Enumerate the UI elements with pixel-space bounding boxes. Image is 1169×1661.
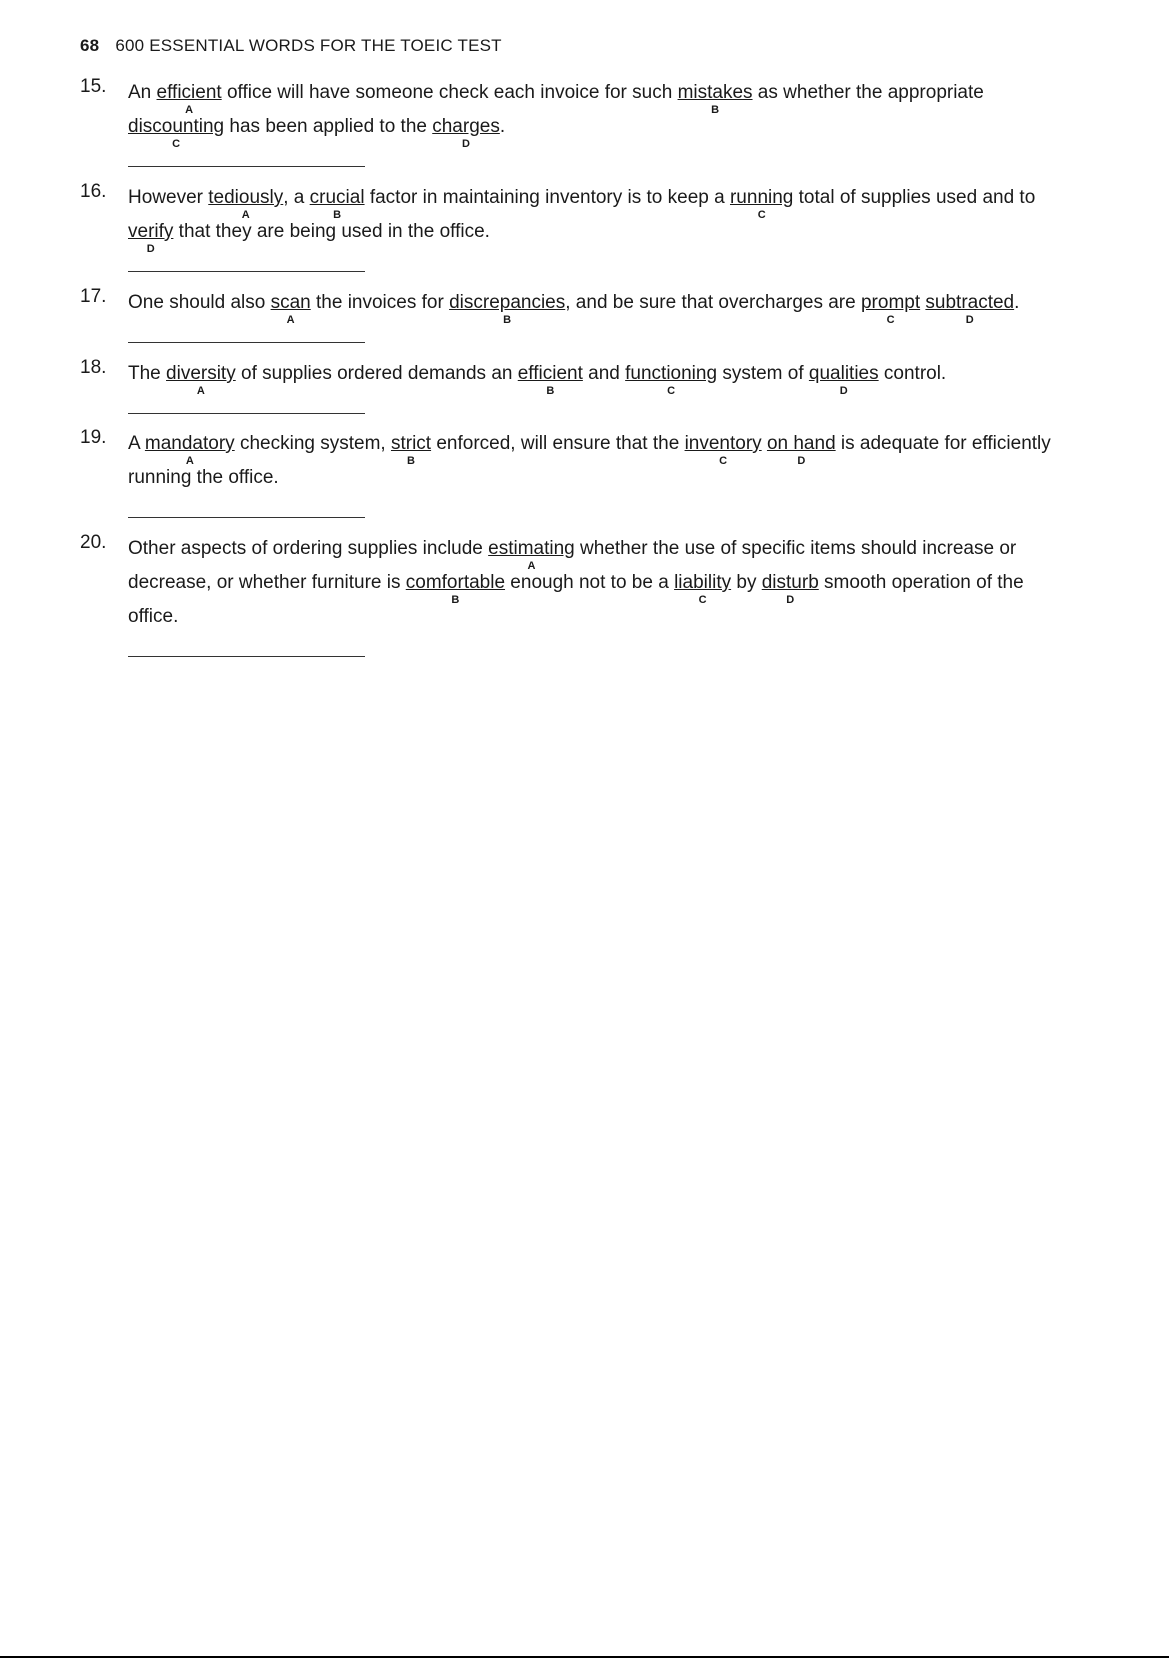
option-letter: D <box>786 594 795 606</box>
option-letter: C <box>757 209 766 221</box>
question-text: system of <box>717 363 809 384</box>
page-bottom-border <box>0 1656 1169 1658</box>
question-text: running the office. <box>128 467 279 488</box>
option-word: strict <box>390 433 432 454</box>
option-a[interactable] <box>166 363 236 397</box>
question-text: the invoices for <box>310 292 450 313</box>
question-text: of supplies ordered demands an <box>235 363 518 384</box>
option-letter: A <box>241 209 250 221</box>
option-a[interactable] <box>208 187 284 221</box>
question-number: 20. <box>80 532 107 553</box>
option-letter: B <box>503 314 512 326</box>
option-letter: D <box>965 314 974 326</box>
option-letter: B <box>546 385 555 397</box>
option-d[interactable] <box>766 433 836 467</box>
option-word: prompt <box>860 292 921 313</box>
option-letter: D <box>462 138 471 150</box>
question-text: decrease, or whether furniture is <box>128 572 406 593</box>
question-line <box>128 427 1078 467</box>
question-text: , and be sure that overcharges are <box>565 292 861 313</box>
option-a[interactable] <box>144 433 235 467</box>
option-word: charges <box>432 116 500 137</box>
question-text: The <box>128 363 167 384</box>
answer-blank[interactable] <box>128 517 365 518</box>
question-line <box>128 532 1078 572</box>
question-text: that they are being used in the office. <box>173 221 490 242</box>
question-text: , a <box>283 187 310 208</box>
option-word: scan <box>270 292 311 313</box>
option-word: discrepancies <box>449 292 566 313</box>
question-line <box>128 600 1078 634</box>
option-d[interactable] <box>128 221 174 255</box>
question-text: is adequate for efficiently <box>835 433 1051 454</box>
option-letter: C <box>719 455 728 467</box>
option-word: comfortable <box>405 572 506 593</box>
option-b[interactable] <box>309 187 365 221</box>
question-body <box>128 532 1078 657</box>
question-text: office. <box>128 606 179 627</box>
option-b[interactable] <box>449 292 566 326</box>
question-text: However <box>128 187 209 208</box>
question-number: 18. <box>80 357 107 378</box>
question-text: by <box>731 572 762 593</box>
option-b[interactable] <box>677 82 753 116</box>
question-line <box>128 461 1078 495</box>
question-16 <box>80 181 1078 272</box>
book-title: 600 ESSENTIAL WORDS FOR THE TOEIC TEST <box>115 36 502 55</box>
option-word: diversity <box>166 363 236 384</box>
question-text: An <box>128 82 157 103</box>
question-line <box>128 286 1078 326</box>
option-word: inventory <box>684 433 762 454</box>
option-word: disturb <box>761 572 819 593</box>
option-d[interactable] <box>925 292 1015 326</box>
option-letter: A <box>527 560 536 572</box>
question-body <box>128 427 1078 518</box>
question-text: whether the use of specific items should increase or <box>574 538 1017 559</box>
question-number: 15. <box>80 76 107 97</box>
option-word: verify <box>128 221 174 242</box>
question-18 <box>80 357 1078 414</box>
option-word: efficient <box>517 363 583 384</box>
answer-blank[interactable] <box>128 656 365 657</box>
option-word: estimating <box>488 538 575 559</box>
question-text: enough not to be a <box>505 572 675 593</box>
option-a[interactable] <box>270 292 311 326</box>
option-letter: C <box>172 138 181 150</box>
page-header <box>80 36 502 56</box>
option-letter: C <box>886 314 895 326</box>
option-word: mistakes <box>677 82 753 103</box>
option-b[interactable] <box>390 433 432 467</box>
question-line <box>128 181 1078 221</box>
option-c[interactable] <box>128 116 225 150</box>
option-letter: B <box>451 594 460 606</box>
question-text: . <box>499 116 506 137</box>
page-number: 68 <box>80 36 100 55</box>
option-letter: D <box>797 455 806 467</box>
option-word: crucial <box>309 187 365 208</box>
question-text: office will have someone check each invoice for such <box>221 82 678 103</box>
option-d[interactable] <box>808 363 879 397</box>
question-text: and <box>582 363 626 384</box>
question-line <box>128 76 1078 116</box>
answer-blank[interactable] <box>128 166 365 167</box>
option-c[interactable] <box>684 433 762 467</box>
question-20 <box>80 532 1078 657</box>
option-letter: C <box>667 385 676 397</box>
option-letter: B <box>711 104 720 116</box>
option-word: qualities <box>808 363 879 384</box>
question-text: factor in maintaining inventory is to keep a <box>364 187 730 208</box>
question-text: smooth operation of the <box>818 572 1024 593</box>
question-line <box>128 566 1078 606</box>
option-word: on hand <box>766 433 836 454</box>
question-text: enforced, will ensure that the <box>431 433 685 454</box>
option-c[interactable] <box>674 572 732 606</box>
option-letter: A <box>286 314 295 326</box>
question-text: total of supplies used and to <box>793 187 1036 208</box>
answer-blank[interactable] <box>128 413 365 414</box>
question-15 <box>80 76 1078 167</box>
answer-blank[interactable] <box>128 342 365 343</box>
question-17 <box>80 286 1078 343</box>
question-text: A <box>128 433 145 454</box>
option-word: liability <box>674 572 732 593</box>
option-letter: B <box>407 455 415 467</box>
option-letter: A <box>185 104 194 116</box>
option-letter: A <box>185 455 194 467</box>
question-text: One should also <box>128 292 271 313</box>
question-line <box>128 110 1078 150</box>
option-word: subtracted <box>925 292 1015 313</box>
question-line <box>128 215 1078 255</box>
option-letter: C <box>698 594 707 606</box>
question-body <box>128 357 1078 414</box>
question-body <box>128 181 1078 272</box>
question-number: 19. <box>80 427 107 448</box>
option-letter: A <box>196 385 205 397</box>
option-word: mandatory <box>144 433 235 454</box>
option-c[interactable] <box>860 292 921 326</box>
option-word: running <box>729 187 794 208</box>
answer-blank[interactable] <box>128 271 365 272</box>
question-line <box>128 357 1078 397</box>
option-c[interactable] <box>729 187 794 221</box>
question-text: control. <box>878 363 947 384</box>
question-number: 16. <box>80 181 107 202</box>
option-letter: B <box>333 209 342 221</box>
question-text: has been applied to the <box>224 116 433 137</box>
option-word: functioning <box>625 363 718 384</box>
question-text: . <box>1014 292 1020 313</box>
option-word: discounting <box>128 116 225 137</box>
question-body <box>128 286 1078 343</box>
option-c[interactable] <box>625 363 718 397</box>
option-b[interactable] <box>405 572 506 606</box>
option-d[interactable] <box>761 572 819 606</box>
question-text: as whether the appropriate <box>752 82 984 103</box>
question-body <box>128 76 1078 167</box>
option-d[interactable] <box>432 116 500 150</box>
question-text: Other aspects of ordering supplies include <box>128 538 489 559</box>
option-a[interactable] <box>156 82 222 116</box>
option-word: tediously <box>208 187 284 208</box>
question-number: 17. <box>80 286 107 307</box>
option-letter: D <box>146 243 155 255</box>
option-b[interactable] <box>517 363 583 397</box>
option-word: efficient <box>156 82 222 103</box>
option-a[interactable] <box>488 538 575 572</box>
question-19 <box>80 427 1078 518</box>
option-letter: D <box>839 385 848 397</box>
question-text: checking system, <box>234 433 391 454</box>
